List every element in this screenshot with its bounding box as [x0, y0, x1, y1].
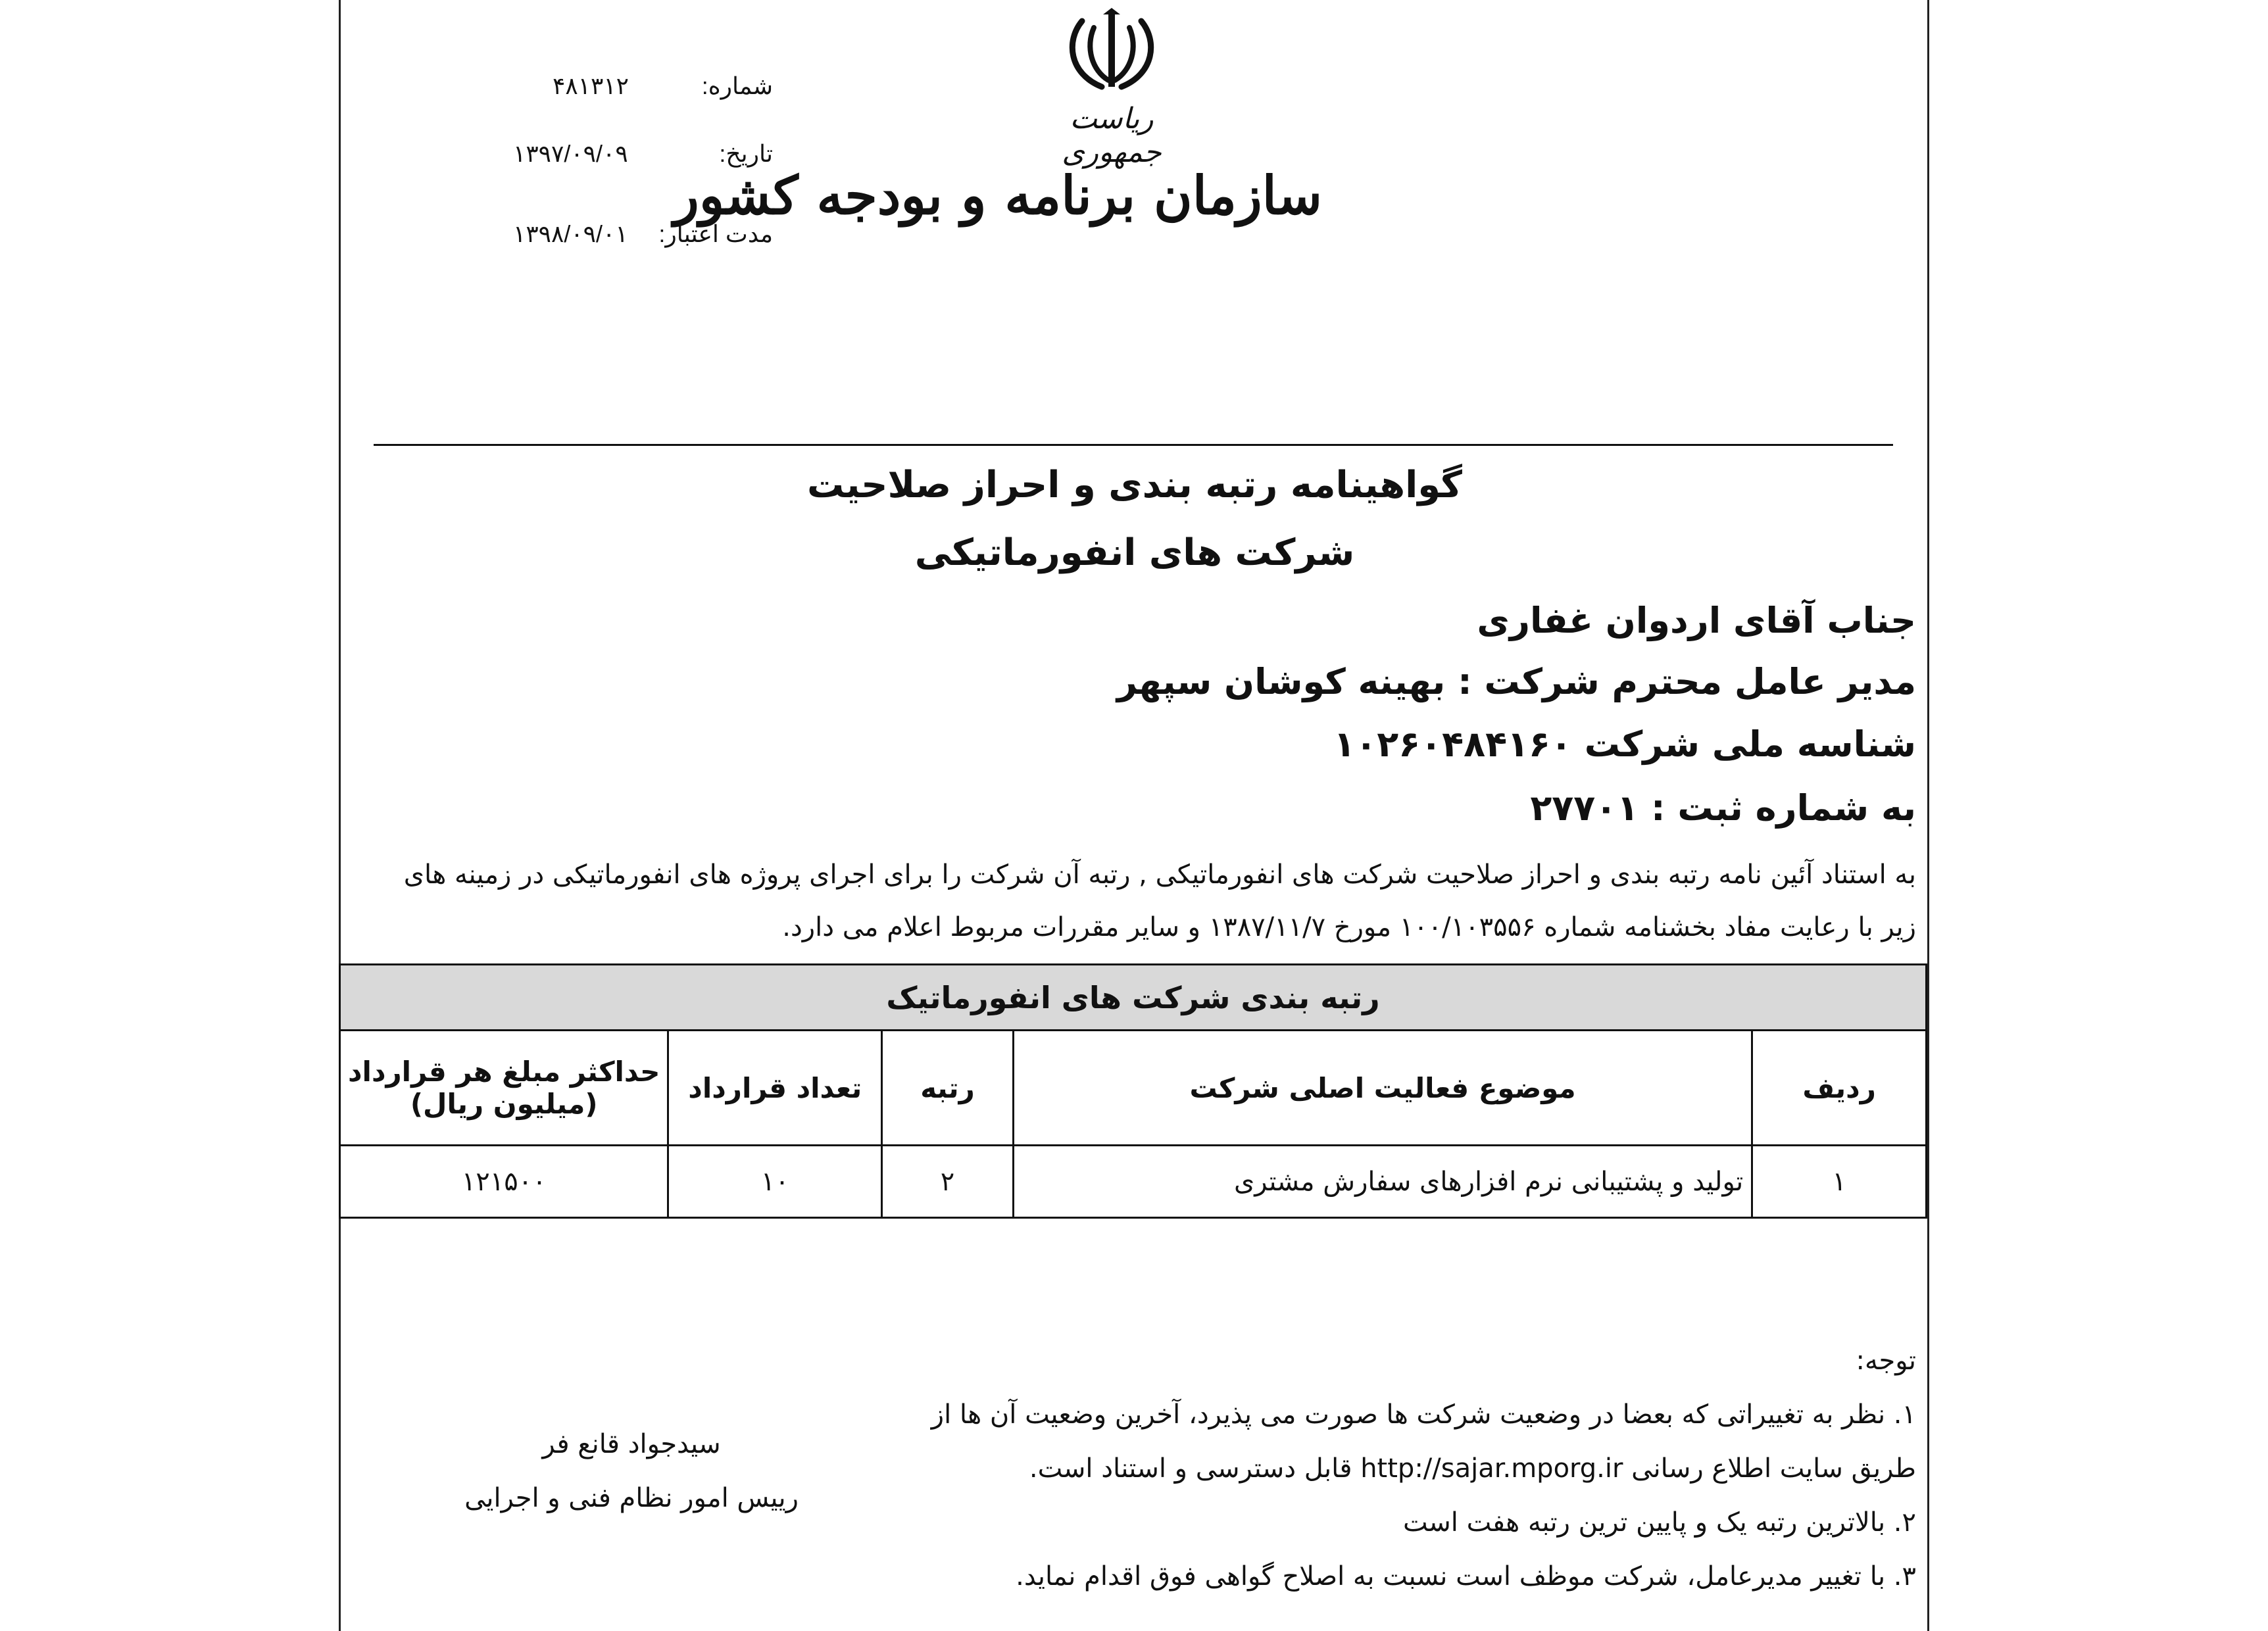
number-value: ۴۸۱۳۱۲	[553, 72, 629, 99]
grade-table	[339, 963, 1927, 1219]
header-grade: رتبه	[882, 1031, 1014, 1146]
header-max-amount-line1: حداکثر مبلغ هر قرارداد	[348, 1056, 660, 1088]
national-id-line: شناسه ملی شرکت ۱۰۲۶۰۴۸۴۱۶۰	[1333, 723, 1916, 765]
body-line-1: به استناد آئین نامه رتبه بندی و احراز صلاحیت شرکت های انفورماتیکی , رتبه آن شرکت را برای اجرای پروژه های انفورماتیکی در زمینه های	[403, 860, 1916, 890]
notes-heading: توجه:	[1856, 1346, 1916, 1376]
number-block	[513, 72, 773, 105]
header-max-amount-line2: (میلیون ریال)	[410, 1088, 598, 1120]
note-item-3: ۳. با تغییر مدیرعامل، شرکت موظف است نسبت به اصلاح گواهی فوق اقدام نماید.	[1016, 1561, 1916, 1592]
header-max-amount	[340, 1031, 668, 1146]
signature-block	[421, 1417, 842, 1525]
signatory-name: سیدجواد قانع فر	[542, 1429, 721, 1459]
notes-section	[931, 1334, 1916, 1603]
left-border-line	[339, 0, 341, 1631]
header-row-no: ردیف	[1752, 1031, 1927, 1146]
cell-grade: ۲	[882, 1146, 1014, 1218]
table-row	[340, 1146, 1927, 1218]
organization-name: سازمان برنامه و بودجه کشور	[674, 164, 1322, 226]
header-contract-count: تعداد قرارداد	[668, 1031, 882, 1146]
iran-emblem-icon	[1062, 8, 1161, 93]
table-header-row	[340, 1031, 1927, 1146]
certificate-title-line2: شرکت های انفورماتیکی	[914, 531, 1355, 574]
cell-row-no: ۱	[1752, 1146, 1927, 1218]
header-divider	[374, 444, 1893, 446]
validity-value: ۱۳۹۸/۰۹/۰۱	[513, 220, 628, 247]
signatory-position: رییس امور نظام فنی و اجرایی	[464, 1483, 799, 1513]
ceo-line: مدیر عامل محترم شرکت : بهینه کوشان سپهر	[1116, 661, 1916, 702]
right-border-line	[1927, 0, 1929, 1631]
recipient-line: جناب آقای اردوان غفاری	[1477, 600, 1916, 641]
cell-subject: تولید و پشتیبانی نرم افزارهای سفارش مشتری	[1013, 1146, 1752, 1218]
note-item-1: ۱. نظر به تغییراتی که بعضا در وضعیت شرکت ها صورت می پذیرد، آخرین وضعیت آن ها از	[931, 1400, 1916, 1430]
validity-label: مدت اعتبار:	[658, 220, 773, 247]
table-caption: رتبه بندی شرکت های انفورماتیک	[340, 965, 1927, 1031]
note-item-1-cont: طریق سایت اطلاع رسانی http://sajar.mporg.ir قابل دسترسی و استناد است.	[1029, 1453, 1916, 1484]
number-label: شماره:	[701, 72, 773, 99]
header-subject: موضوع فعالیت اصلی شرکت	[1013, 1031, 1752, 1146]
certificate-title-line1: گواهینامه رتبه بندی و احراز صلاحیت	[807, 464, 1462, 506]
date-label: تاریخ:	[719, 140, 773, 167]
registration-line: به شماره ثبت : ۲۷۷۰۱	[1530, 787, 1916, 829]
cell-max-amount: ۱۲۱۵۰۰	[340, 1146, 668, 1218]
presidency-text: ریاست جمهوری	[1062, 102, 1162, 169]
cell-contract-count: ۱۰	[668, 1146, 882, 1218]
body-paragraph	[357, 848, 1916, 954]
date-value: ۱۳۹۷/۰۹/۰۹	[513, 140, 628, 167]
body-line-2: زیر با رعایت مفاد بخشنامه شماره ۱۰۰/۱۰۳۵۵۶ مورخ ۱۳۸۷/۱۱/۷ و سایر مقررات مربوط اعلام می دارد.	[782, 912, 1916, 942]
note-item-2: ۲. بالاترین رتبه یک و پایین ترین رتبه هفت است	[1403, 1507, 1916, 1538]
